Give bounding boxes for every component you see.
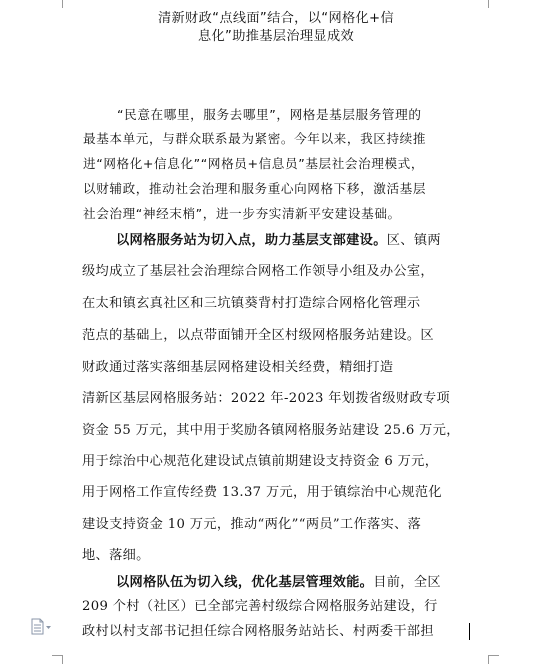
paragraph-2-lead: 以网格服务站为切入点，助力基层支部建设。 xyxy=(116,233,387,248)
crop-mark-top-left xyxy=(62,0,63,8)
paragraph-2-first-line xyxy=(116,232,441,250)
paragraph-2-line: 在太和镇玄真社区和三坑镇葵背村打造综合网格化管理示 xyxy=(82,296,421,311)
paragraph-3-line: 209 个村（社区）已全部完善村级综合网格服务站建设，行 xyxy=(82,599,438,614)
paragraph-1-line: 进“网格化+信息化”“网格员+信息员”基层社会治理模式， xyxy=(83,156,425,171)
crop-mark-bottom-right-horizontal xyxy=(489,655,499,656)
crop-mark-bottom-left xyxy=(62,655,63,664)
paragraph-3-lead: 以网格队伍为切入线，优化基层管理效能。 xyxy=(116,575,374,590)
paragraph-3-lead-rest: 目前，全区 xyxy=(373,575,441,590)
document-options-icon[interactable] xyxy=(30,618,54,636)
paragraph-2-line: 范点的基础上，以点带面铺开全区村级网格服务站建设。区 xyxy=(82,328,434,343)
crop-mark-bottom-left-horizontal xyxy=(52,655,62,656)
crop-mark-bottom-right xyxy=(488,655,489,664)
title-line: 息化”助推基层治理显成效 xyxy=(197,29,355,44)
paragraph-3-line: 政村以村支部书记担任综合网格服务站站长、村两委干部担 xyxy=(82,624,434,639)
crop-mark-top-right xyxy=(488,0,489,8)
document-title xyxy=(70,10,482,46)
paragraph-2-line: 清新区基层网格服务站：2022 年-2023 年划拨省级财政专项 xyxy=(82,391,451,406)
paragraph-2-line: 地、落细。 xyxy=(82,548,150,563)
paragraph-1-line: 社会治理“神经末梢”，进一步夯实清新平安建设基础。 xyxy=(83,206,401,221)
paragraph-2-line: 资金 55 万元，其中用于奖励各镇网格服务站建设 25.6 万元， xyxy=(82,423,460,438)
text-cursor xyxy=(469,623,470,640)
paragraph-2-line: 级均成立了基层社会治理综合网格工作领导小组及办公室， xyxy=(82,264,434,279)
paragraph-1-line: “民意在哪里，服务去哪里”，网格是基层服务管理的 xyxy=(117,107,422,122)
paragraph-2-line: 财政通过落实落细基层网格建设相关经费，精细打造 xyxy=(82,360,394,375)
paragraph-2-lead-rest: 区、镇两 xyxy=(386,233,441,248)
paragraph-1-line: 以财辅政，推动社会治理和服务重心向网格下移，激活基层 xyxy=(83,181,427,196)
paragraph-2-line: 用于综治中心规范化建设试点镇前期建设支持资金 6 万元， xyxy=(82,454,439,469)
paragraph-1-line: 最基本单元，与群众联系最为紧密。今年以来，我区持续推 xyxy=(83,131,427,146)
title-line: 清新财政“点线面”结合，以“网格化+信 xyxy=(157,11,394,26)
paragraph-2-line: 建设支持资金 10 万元，推动“两化”“两员”工作落实、落 xyxy=(82,517,422,532)
paragraph-3-first-line xyxy=(116,574,441,592)
paragraph-2-line: 用于网格工作宣传经费 13.37 万元，用于镇综治中心规范化 xyxy=(82,485,442,500)
